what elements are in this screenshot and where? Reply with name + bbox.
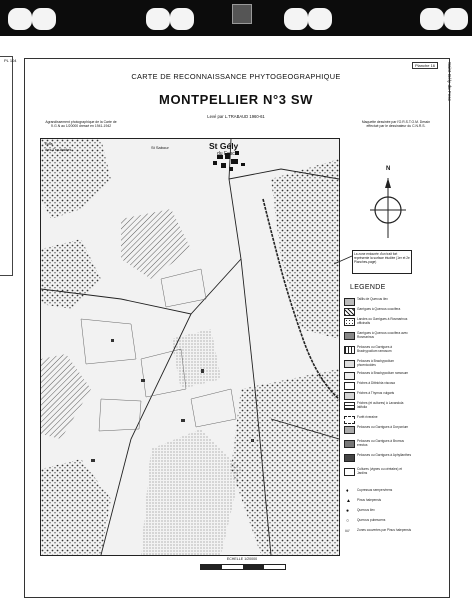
- sprocket-hole: [444, 8, 468, 30]
- film-strip: [0, 0, 472, 36]
- legend: [344, 284, 414, 556]
- legend-swatch: [344, 392, 355, 400]
- legend-label: Pelouses à Brachypodium ramosum: [357, 371, 409, 375]
- pine-zone-symbol: ////: [345, 528, 350, 533]
- village-label: St Gély: [209, 141, 239, 151]
- legend-label: Cupressus sempervirens: [357, 488, 393, 492]
- scale-bar: [200, 564, 286, 570]
- survey-credit: Levé par L.TRABAUD 1960-61: [207, 114, 265, 119]
- legend-label: Friches à Dittrichia viscosa: [357, 381, 395, 385]
- sprocket-hole: [308, 8, 332, 30]
- pine-symbol: ▲: [346, 498, 351, 504]
- legend-label: Pelouses ou Garrigues à Brachypodium ramosum: [357, 345, 393, 353]
- legend-swatch: [344, 346, 355, 354]
- legend-title: LEGENDE: [350, 284, 386, 291]
- legend-swatch: [344, 318, 355, 326]
- compass-rose: [366, 172, 410, 242]
- legend-label: Forêt riveraine: [357, 415, 378, 419]
- legend-label: Cultures (vignes ou céréales) et Jardins: [357, 467, 403, 475]
- corner-label: PL 104: [4, 58, 17, 63]
- scale-label: ECHELLE 1/20000: [226, 557, 258, 561]
- map-canvas: [41, 139, 339, 555]
- place-label: des Troubades: [45, 147, 72, 152]
- legend-label: Friches (et cultures) à Lavandula latifolia: [357, 401, 404, 409]
- legend-label: Quercus ilex: [357, 508, 375, 512]
- cypress-symbol: ♦: [346, 488, 349, 494]
- legend-swatch: [344, 382, 355, 390]
- legend-label: Friches à Thymus vulgaris: [357, 391, 395, 395]
- legend-swatch: [344, 416, 355, 424]
- legend-swatch: [344, 360, 355, 368]
- legend-swatch: [344, 426, 355, 434]
- north-label: N: [386, 166, 391, 172]
- map-title: CARTE DE RECONNAISSANCE PHYTOGEOGRAPHIQUE: [131, 72, 341, 81]
- legend-swatch: [344, 308, 355, 316]
- legend-swatch: [344, 454, 355, 462]
- legend-label: Pelouses à Brachypodium phoenicoides: [357, 359, 395, 367]
- legend-swatch: [344, 440, 355, 448]
- drafting-note: Maquette dessinée par l'O.R.S.T.O.M. Dessin effectué par le dessinateur du C.N.R.S.: [361, 120, 431, 128]
- margin-note: Saint-Gély-du-Fesc: [447, 62, 452, 101]
- leader-line: [334, 254, 354, 266]
- legend-swatch: [344, 402, 355, 410]
- sprocket-hole: [32, 8, 56, 30]
- legend-swatch: [344, 298, 355, 306]
- legend-label: Garrigues à Quercus coccifera: [357, 307, 401, 311]
- village-label-suffix: du Fesc: [217, 151, 235, 157]
- legend-swatch: [344, 332, 355, 340]
- place-label: St Sabour: [151, 145, 169, 150]
- plate-number: Planche 16: [412, 62, 438, 69]
- sprocket-hole: [8, 8, 32, 30]
- legend-label: Pelouses ou Garrigues à Dorycnium: [357, 425, 409, 429]
- vegetation-map[interactable]: [40, 138, 340, 556]
- legend-label: Pinus halepensis: [357, 498, 382, 502]
- legend-label: Taillis de Quercus ilex: [357, 297, 388, 301]
- legend-label: Pelouses ou Garrigues à Bromus erectus: [357, 439, 404, 447]
- sprocket-hole: [146, 8, 170, 30]
- legend-swatch: [344, 372, 355, 380]
- frame-marker: [232, 4, 252, 24]
- sheet-name: MONTPELLIER N°3 SW: [159, 92, 313, 107]
- legend-swatch: [344, 468, 355, 476]
- legend-label: Garrigues à Quercus coccifera avec Rosmarinus: [357, 331, 408, 339]
- legend-label: Quercus pubescens: [357, 518, 386, 522]
- source-note: Agrandissement photographique de la Carte de l'I.G.N au 1/20000 dressé en 1941-1942: [45, 120, 117, 128]
- sprocket-hole: [284, 8, 308, 30]
- place-label: Bois: [45, 141, 53, 146]
- legend-label: Pelouses ou Garrigues à Aphyllanthes: [357, 453, 412, 457]
- study-area-note: La zone entourée d'un trait fort représente la surface étudiée (1er et 2e Planches-page): [352, 250, 412, 274]
- sprocket-hole: [420, 8, 444, 30]
- adjacent-sheet-edge: [0, 56, 13, 276]
- legend-label: Zones couvertes par Pinus halepensis: [357, 528, 412, 532]
- legend-label: Landes ou Garrigues à Rosmarinus officinalis: [357, 317, 408, 325]
- sprocket-hole: [170, 8, 194, 30]
- oak-symbol: ●: [346, 508, 350, 514]
- downy-oak-symbol: ○: [346, 518, 350, 524]
